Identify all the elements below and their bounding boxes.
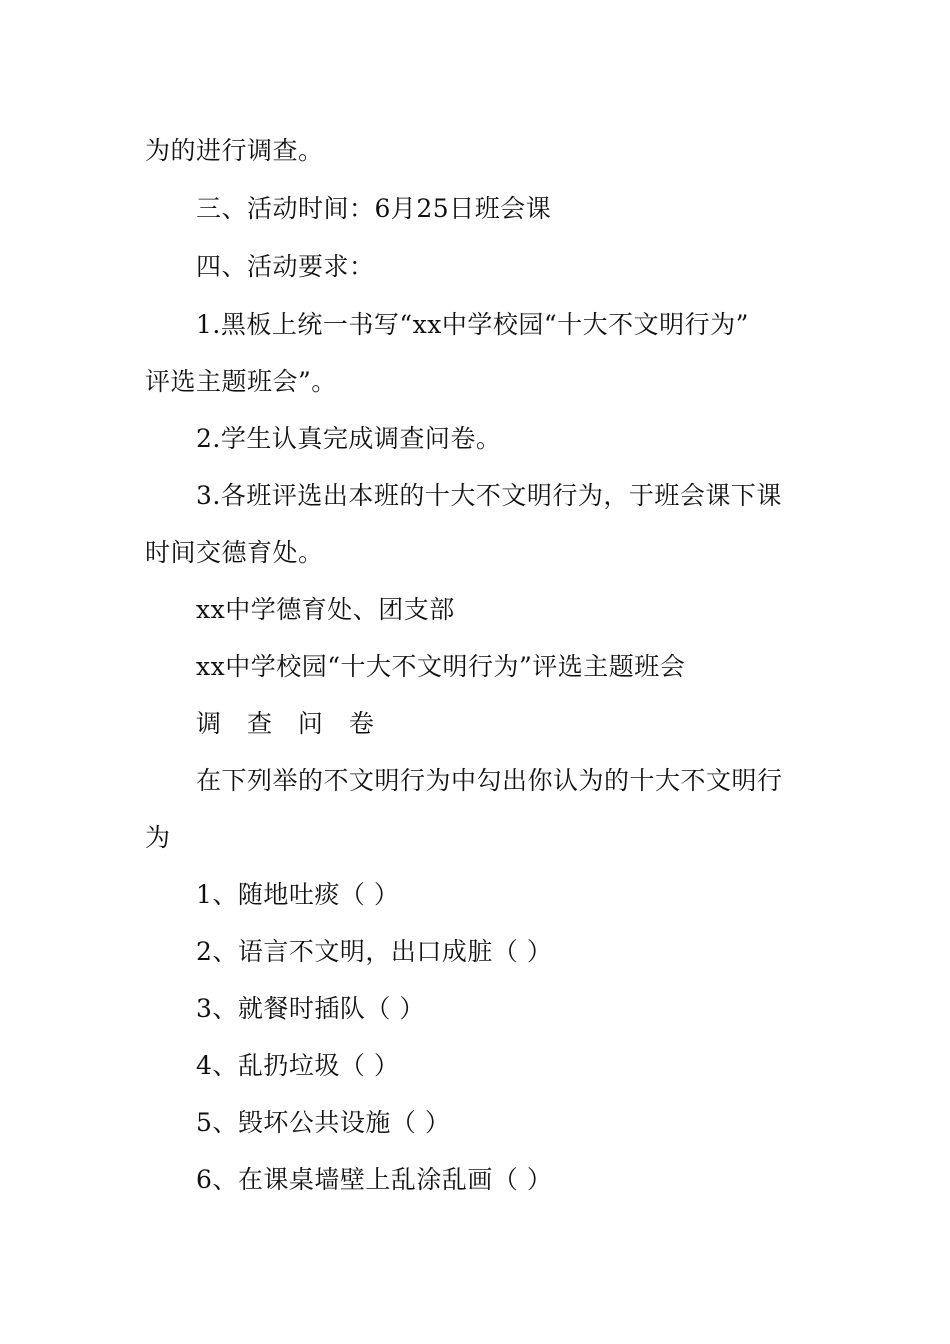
survey-item-1: 1、随地吐痰（ ） [196,880,400,909]
survey-title-line: xx中学校园“十大不文明行为”评选主题班会 [196,652,686,681]
survey-item-2: 2、语言不文明，出口成脏（ ） [196,937,553,966]
survey-item-3: 3、就餐时插队（ ） [196,994,425,1023]
requirement-3-continuation: 时间交德育处。 [145,538,324,567]
requirement-3-line: 3.各班评选出本班的十大不文明行为，于班会课下课 [196,481,782,510]
requirement-2-line: 2.学生认真完成调查问卷。 [196,424,502,453]
survey-instruction-line: 在下列举的不文明行为中勾出你认为的十大不文明行 [196,766,783,795]
survey-subtitle: 调 查 问 卷 [196,709,383,738]
activity-requirements-heading: 四、活动要求： [196,252,375,281]
activity-time-line: 三、活动时间：6月25日班会课 [196,194,552,223]
text-line-continuation: 为的进行调查。 [145,136,324,165]
survey-item-4: 4、乱扔垃圾（ ） [196,1051,400,1080]
survey-item-6: 6、在课桌墙壁上乱涂乱画（ ） [196,1165,553,1194]
issuer-line: xx中学德育处、团支部 [196,595,455,624]
survey-instruction-continuation: 为 [145,823,171,852]
survey-item-5: 5、毁坏公共设施（ ） [196,1108,451,1137]
requirement-1-line: 1.黑板上统一书写“xx中学校园“十大不文明行为” [196,310,749,339]
requirement-1-continuation: 评选主题班会”。 [145,367,337,396]
